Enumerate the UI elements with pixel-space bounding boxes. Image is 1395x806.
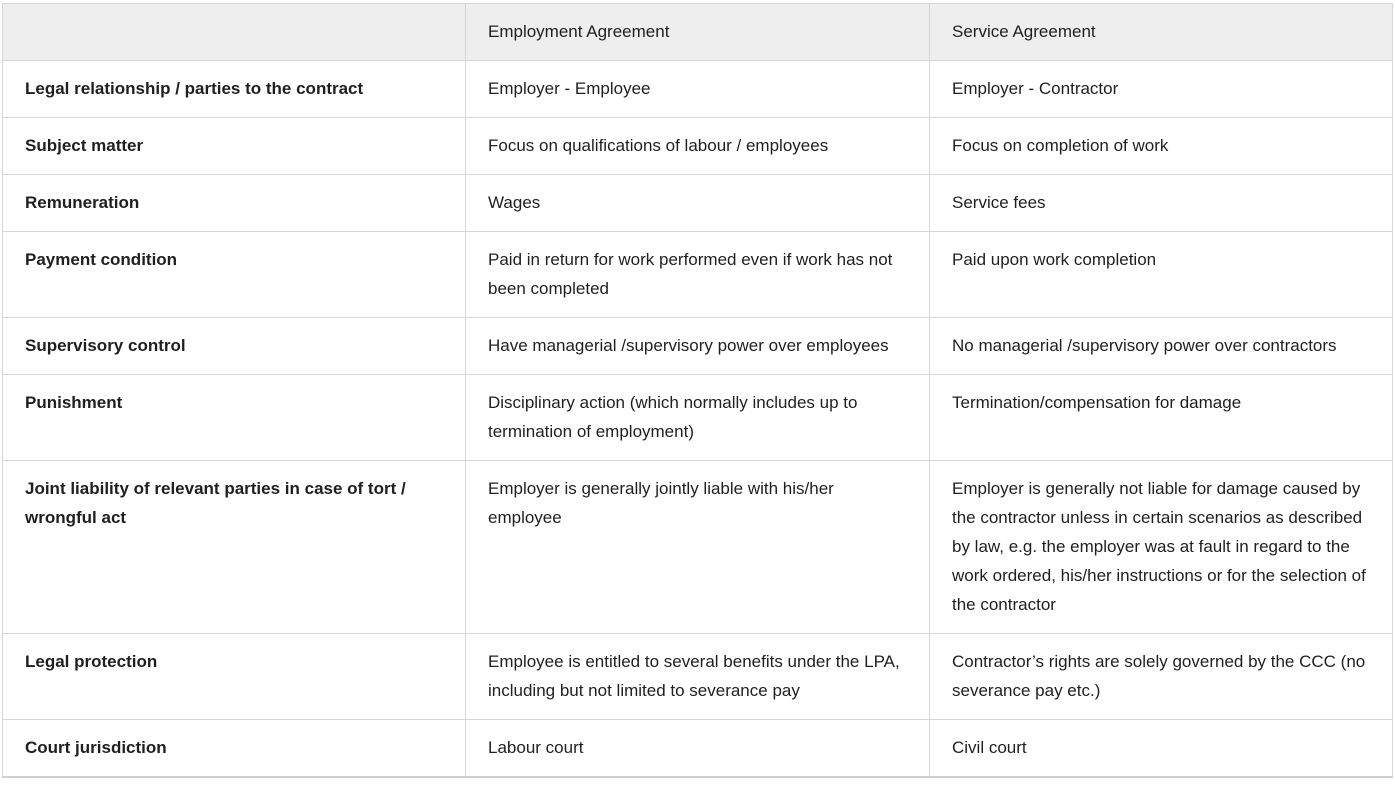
employment-cell: Paid in return for work performed even if work has not been completed [466,232,930,318]
row-label: Remuneration [3,175,466,232]
row-label: Supervisory control [3,318,466,375]
employment-cell: Have managerial /supervisory power over employees [466,318,930,375]
row-label: Payment condition [3,232,466,318]
table-row [3,61,1393,118]
table-body [3,61,1393,778]
table-row [3,461,1393,634]
service-cell: Service fees [930,175,1393,232]
service-cell: No managerial /supervisory power over contractors [930,318,1393,375]
service-cell: Termination/compensation for damage [930,375,1393,461]
service-cell: Employer is generally not liable for damage caused by the contractor unless in certain scenarios as described by law, e.g. the employer was at fault in regard to the work ordered, his/her instructions or for the selection of the contractor [930,461,1393,634]
table-header [3,4,1393,61]
row-label: Legal protection [3,634,466,720]
employment-cell: Focus on qualifications of labour / employees [466,118,930,175]
service-cell: Employer - Contractor [930,61,1393,118]
table-row [3,318,1393,375]
table-row [3,232,1393,318]
service-cell: Focus on completion of work [930,118,1393,175]
service-cell: Civil court [930,720,1393,778]
employment-cell: Disciplinary action (which normally includes up to termination of employment) [466,375,930,461]
header-cell-empty [3,4,466,61]
table-row [3,118,1393,175]
table-row [3,634,1393,720]
employment-cell: Wages [466,175,930,232]
employment-cell: Employer - Employee [466,61,930,118]
header-service-agreement: Service Agreement [930,4,1393,61]
employment-cell: Labour court [466,720,930,778]
header-row [3,4,1393,61]
header-employment-agreement: Employment Agreement [466,4,930,61]
employment-cell: Employee is entitled to several benefits under the LPA, including but not limited to severance pay [466,634,930,720]
service-cell: Contractor’s rights are solely governed by the CCC (no severance pay etc.) [930,634,1393,720]
table-row [3,375,1393,461]
service-cell: Paid upon work completion [930,232,1393,318]
table-row [3,175,1393,232]
row-label: Court jurisdiction [3,720,466,778]
table-row [3,720,1393,778]
row-label: Punishment [3,375,466,461]
employment-cell: Employer is generally jointly liable with his/her employee [466,461,930,634]
comparison-table [2,3,1393,778]
row-label: Subject matter [3,118,466,175]
row-label: Joint liability of relevant parties in case of tort / wrongful act [3,461,466,634]
row-label: Legal relationship / parties to the contract [3,61,466,118]
